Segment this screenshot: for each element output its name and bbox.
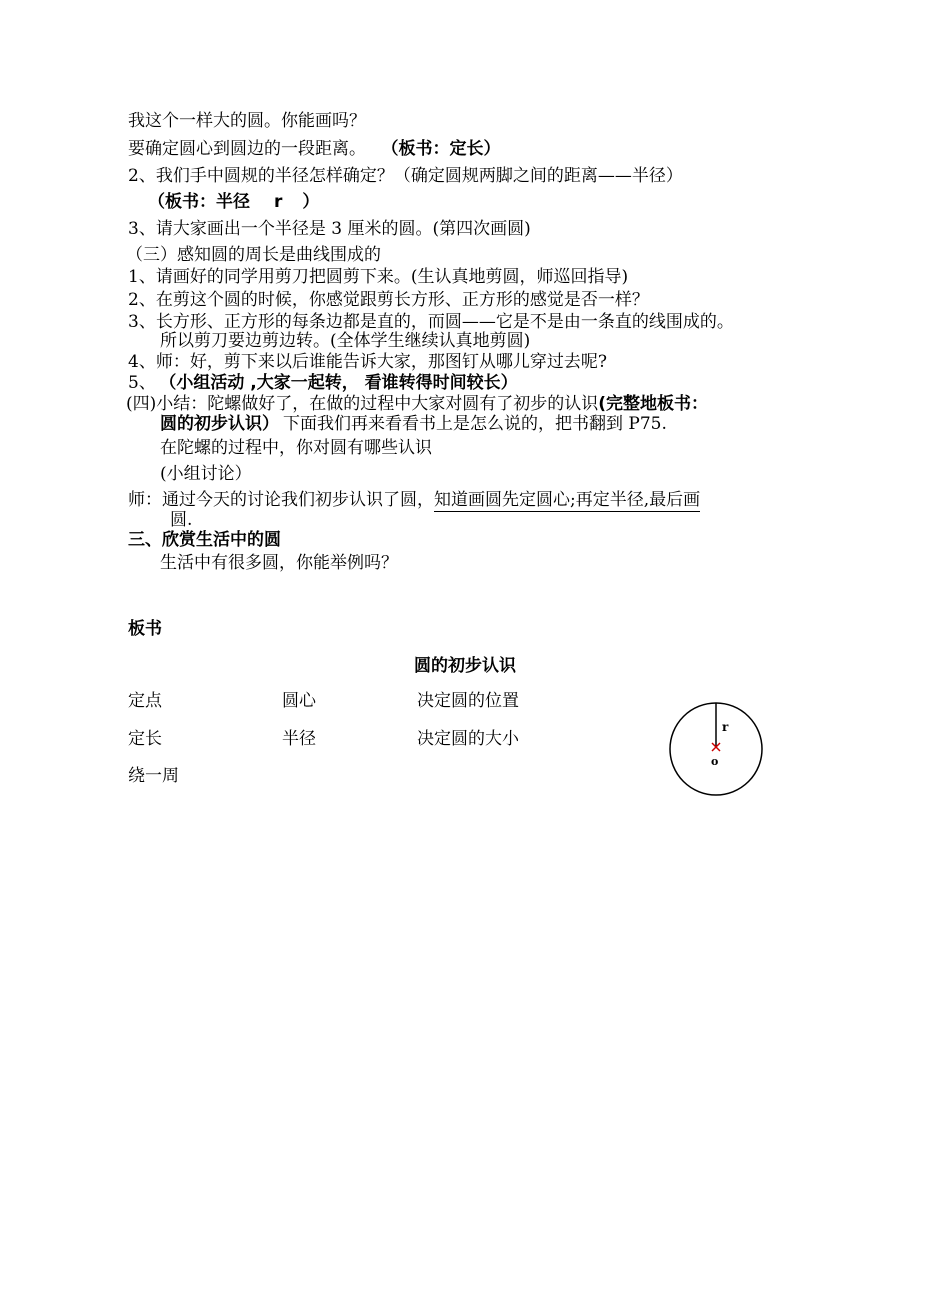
board-cell: 半径 [282, 729, 316, 749]
text-line: 3、长方形、正方形的每条边都是直的，而圆——它是不是由一条直的线围成的。 [128, 312, 734, 332]
board-note: 圆的初步认识） [160, 414, 279, 434]
underlined-text: 知道画圆先定圆心;再定半径,最后画 [434, 490, 701, 510]
board-cell: 决定圆的位置 [417, 691, 519, 711]
board-note: （小组活动 ,大家一起转， 看谁转得时间较长） [167, 373, 518, 393]
text-line: 在陀螺的过程中，你对圆有哪些认识 [160, 438, 432, 458]
text-line: 2、我们手中圆规的半径怎样确定？（确定圆规两脚之间的距离——半径） [128, 166, 683, 186]
center-label: o [711, 755, 719, 768]
section-heading: (四)小结：陀螺做好了，在做的过程中大家对圆有了初步的认识(完整地板书： [126, 394, 709, 414]
board-title: 圆的初步认识 [414, 656, 516, 676]
section-heading: 三、欣赏生活中的圆 [128, 530, 281, 550]
board-note: （板书：半径 r ） [148, 192, 320, 212]
board-cell: 绕一周 [128, 766, 179, 786]
board-cell: 定长 [128, 729, 162, 749]
text-line: 生活中有很多圆，你能举例吗？ [160, 553, 398, 573]
text-line: 2、在剪这个圆的时候，你感觉跟剪长方形、正方形的感觉是否一样？ [128, 290, 649, 310]
board-cell: 决定圆的大小 [417, 729, 519, 749]
text-line: 3、请大家画出一个半径是 3 厘米的圆。(第四次画圆) [128, 219, 531, 239]
text-line: 我这个一样大的圆。你能画吗？ [128, 111, 366, 131]
text-line: 4、师：好，剪下来以后谁能告诉大家，那图钉从哪儿穿过去呢? [128, 352, 607, 372]
text-line: 5、 （小组活动 ,大家一起转， 看谁转得时间较长） [128, 373, 518, 393]
board-note: (完整地板书： [598, 394, 709, 414]
board-cell: 圆心 [282, 691, 316, 711]
text-line: 师：通过今天的讨论我们初步认识了圆，知道画圆先定圆心;再定半径,最后画 [128, 490, 701, 510]
circle-diagram [667, 701, 765, 799]
section-heading: （三）感知圆的周长是曲线围成的 [126, 245, 381, 265]
text-line: 圆的初步认识） 下面我们再来看看书上是怎么说的，把书翻到 P75. [160, 414, 667, 434]
radius-label: r [722, 720, 729, 734]
text-line: 1、请画好的同学用剪刀把圆剪下来。(生认真地剪圆，师巡回指导) [128, 267, 629, 287]
text-line: 所以剪刀要边剪边转。(全体学生继续认真地剪圆) [160, 331, 531, 351]
text-line: (小组讨论） [160, 464, 252, 484]
text-line: 要确定圆心到圆边的一段距离。 （板书：定长） [128, 139, 501, 159]
board-heading: 板书 [128, 619, 162, 639]
board-cell: 定点 [128, 691, 162, 711]
board-note: （板书：定长） [390, 139, 501, 159]
text-line: 圆. [170, 510, 193, 530]
